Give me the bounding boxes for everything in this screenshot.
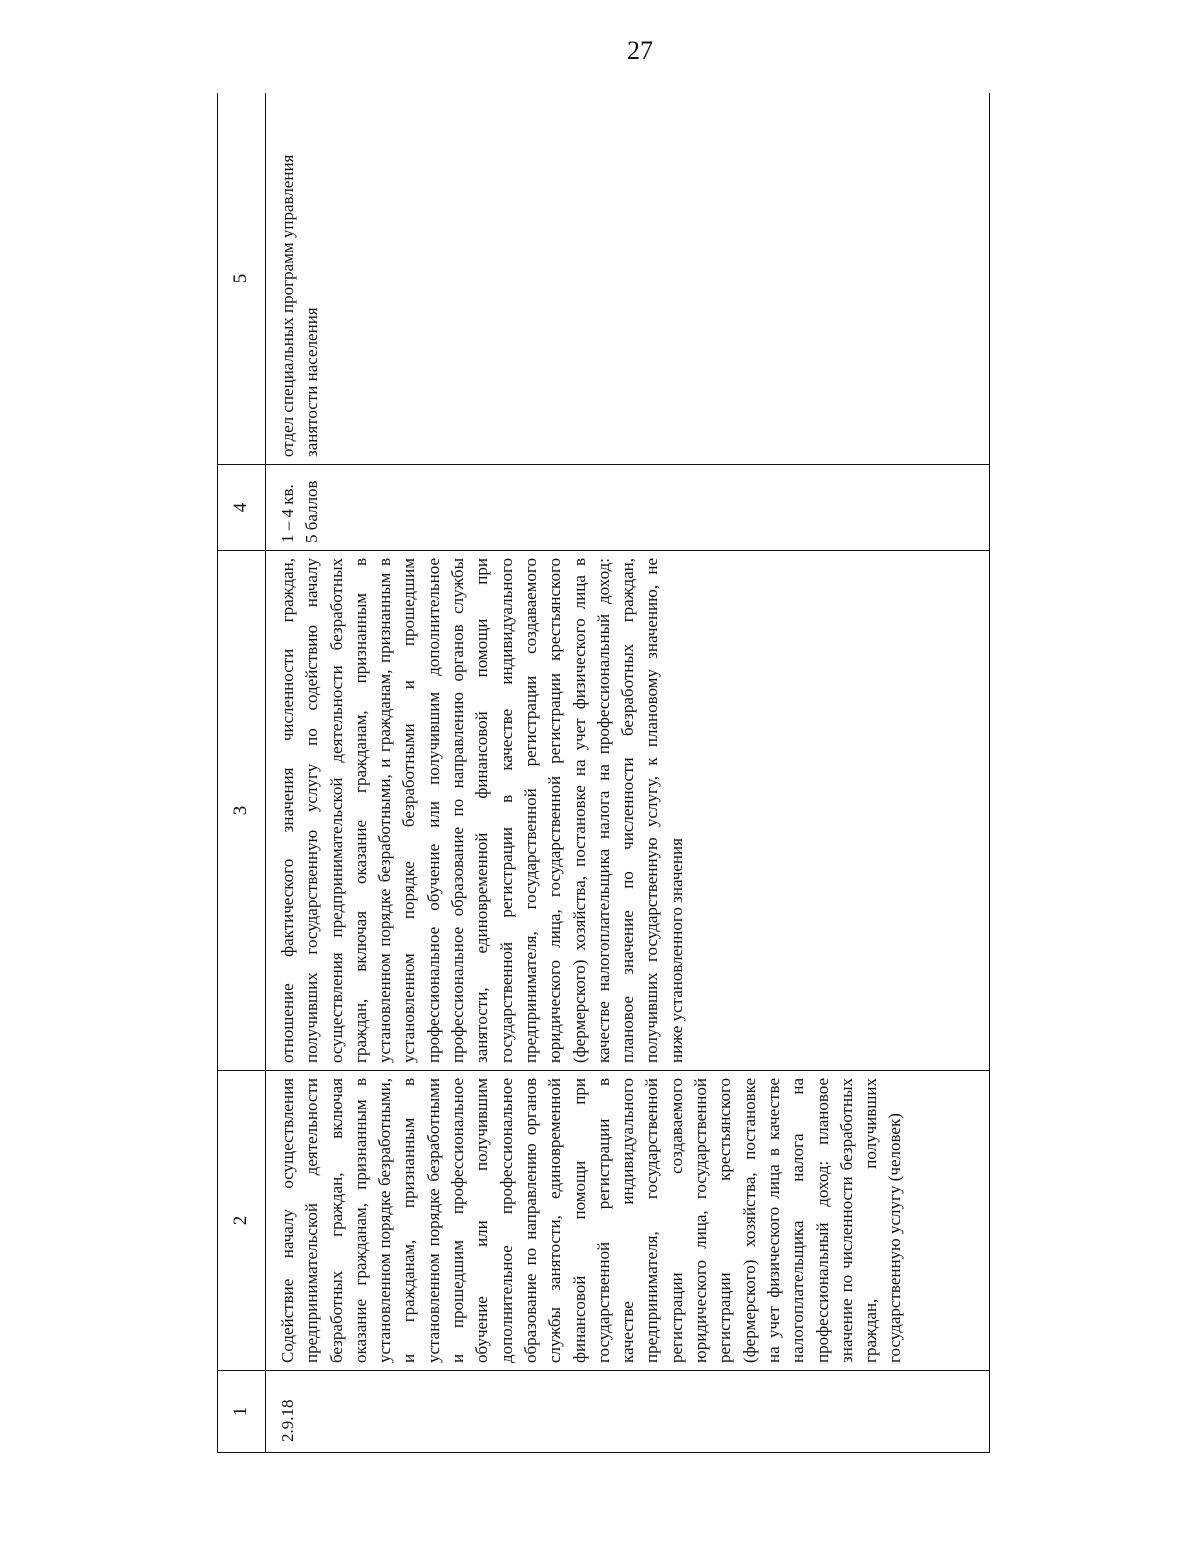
period-score-cell: 1 – 4 кв. 5 баллов bbox=[266, 465, 990, 551]
table-header-row bbox=[218, 93, 266, 1453]
table-frame bbox=[217, 93, 990, 1453]
indicators-table bbox=[217, 93, 990, 1453]
responsible-unit-cell bbox=[266, 93, 990, 465]
indicator-name-text: Содействие началу осуществления предпринимательской деятельности безработных граждан, включая оказание гражданам, признанным в установленном порядке безработными, и гражданам, признанным в установленном порядке безработными и прошедшим профессиональное обучение или получившим дополнительное профессиональное образование по направлению органов службы занятости, единовременной финансовой помощи при государственной регистрации в качестве индивидуального предпринимателя, государственной регистрации создаваемого юридического лица, государственной регистрации крестьянского (фермерского) хозяйства, постановке на учет физического лица в качестве налогоплательщика налога на профессиональный доход: плановое значение по численности безработных граждан, получивших государственную услугу (человек) bbox=[278, 1078, 905, 1363]
table-row bbox=[266, 93, 990, 1453]
page-number: 27 bbox=[627, 36, 653, 65]
column-header-5: 5 bbox=[218, 93, 266, 465]
column-header-2: 2 bbox=[218, 1071, 266, 1371]
calculation-method-text: отношение фактического значения численности граждан, получивших государственную услугу по содействию началу осуществления предпринимательской деятельности безработных граждан, включая оказание гражданам, признанным в установленном порядке безработными, и гражданам, признанным в установленном порядке безработными и прошедшим профессиональное обучение или получившим дополнительное профессиональное образование по направлению органов службы занятости, единовременной финансовой помощи при государственной регистрации в качестве индивидуального предпринимателя, государственной регистрации создаваемого юридического лица, государственной регистрации крестьянского (фермерского) хозяйства, постановке на учет физического лица в качестве налогоплательщика налога на профессиональный доход: плановое значение по численности безработных граждан, получивших государственную услугу, к плановому значению, не ниже установленного значения bbox=[278, 558, 686, 1063]
indicator-name-cell bbox=[266, 1071, 990, 1371]
column-header-3: 3 bbox=[218, 551, 266, 1071]
row-index-cell: 2.9.18 bbox=[266, 1371, 990, 1453]
calculation-method-cell bbox=[266, 551, 990, 1071]
column-header-1: 1 bbox=[218, 1371, 266, 1453]
rotated-table-container bbox=[217, 93, 990, 1453]
responsible-unit-text: отдел специальных программ управления занятости населения bbox=[278, 154, 322, 457]
column-header-4: 4 bbox=[218, 465, 266, 551]
